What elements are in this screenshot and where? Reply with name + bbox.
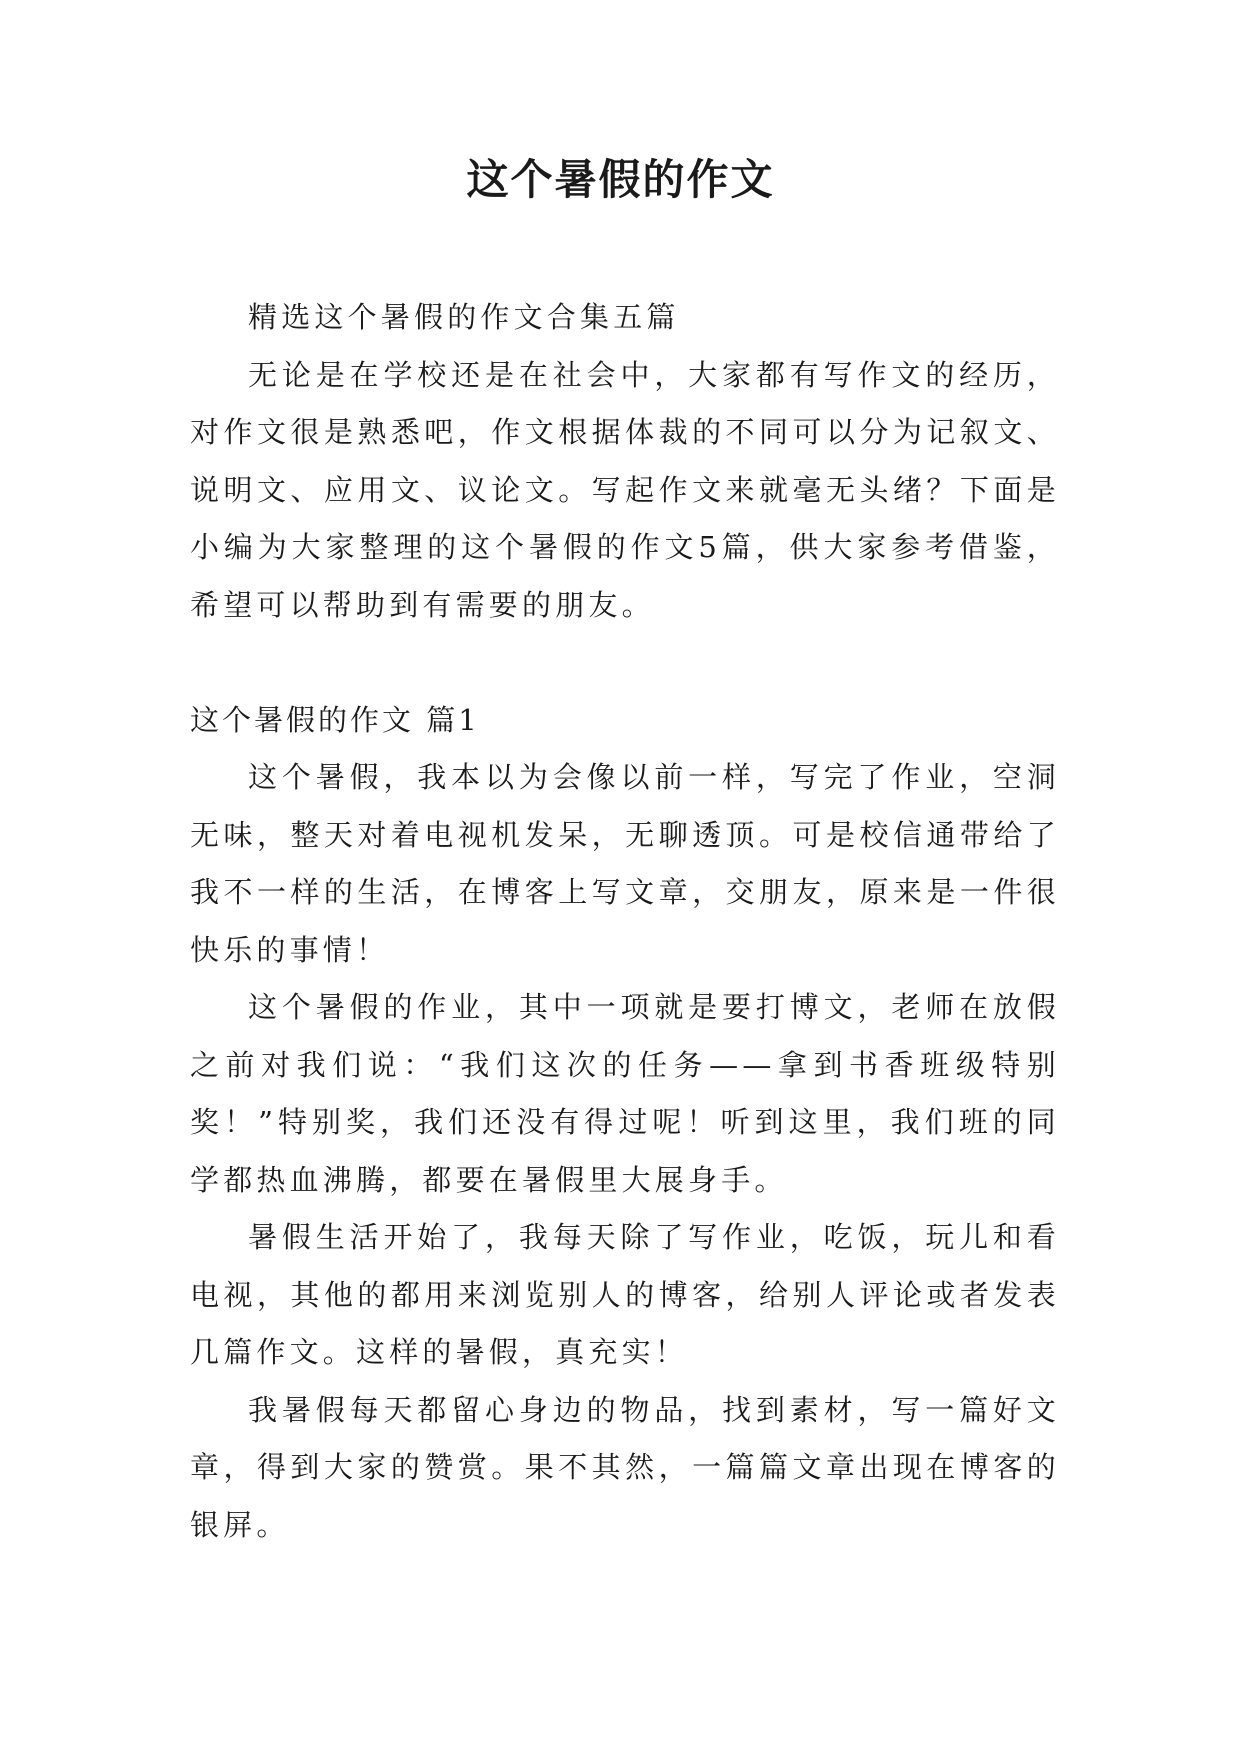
page-title: 这个暑假的作文 [466, 155, 775, 204]
body-paragraph: 这个暑假的作业，其中一项就是要打博文，老师在放假之前对我们说：“我们这次的任务——拿到书香班级特别奖！”特别奖，我们还没有得过呢！听到这里，我们班的同学都热血沸腾，都要在暑假里大展身手。 [190, 990, 1060, 1197]
section-spacer [190, 634, 1060, 692]
body-paragraph: 我暑假每天都留心身边的物品，找到素材，写一篇好文章，得到大家的赞赏。果不其然，一篇篇文章出现在博客的银屏。 [190, 1392, 1060, 1542]
body-paragraph: 暑假生活开始了，我每天除了写作业，吃饭，玩儿和看电视，其他的都用来浏览别人的博客，给别人评论或者发表几篇作文。这样的暑假，真充实！ [190, 1220, 1060, 1369]
intro-paragraph: 无论是在学校还是在社会中，大家都有写作文的经历，对作文很是熟悉吧，作文根据体裁的不同可以分为记叙文、说明文、应用文、议论文。写起作文来就毫无头绪？下面是小编为大家整理的这个暑假的作文5篇，供大家参考借鉴，希望可以帮助到有需要的朋友。 [190, 357, 1060, 622]
document-body [190, 289, 1060, 1554]
collection-subtitle: 精选这个暑假的作文合集五篇 [248, 300, 680, 334]
section-heading: 这个暑假的作文 篇1 [190, 702, 480, 737]
body-paragraph: 这个暑假，我本以为会像以前一样，写完了作业，空洞无味，整天对着电视机发呆，无聊透顶。可是校信通带给了我不一样的生活，在博客上写文章，交朋友，原来是一件很快乐的事情！ [190, 760, 1060, 967]
